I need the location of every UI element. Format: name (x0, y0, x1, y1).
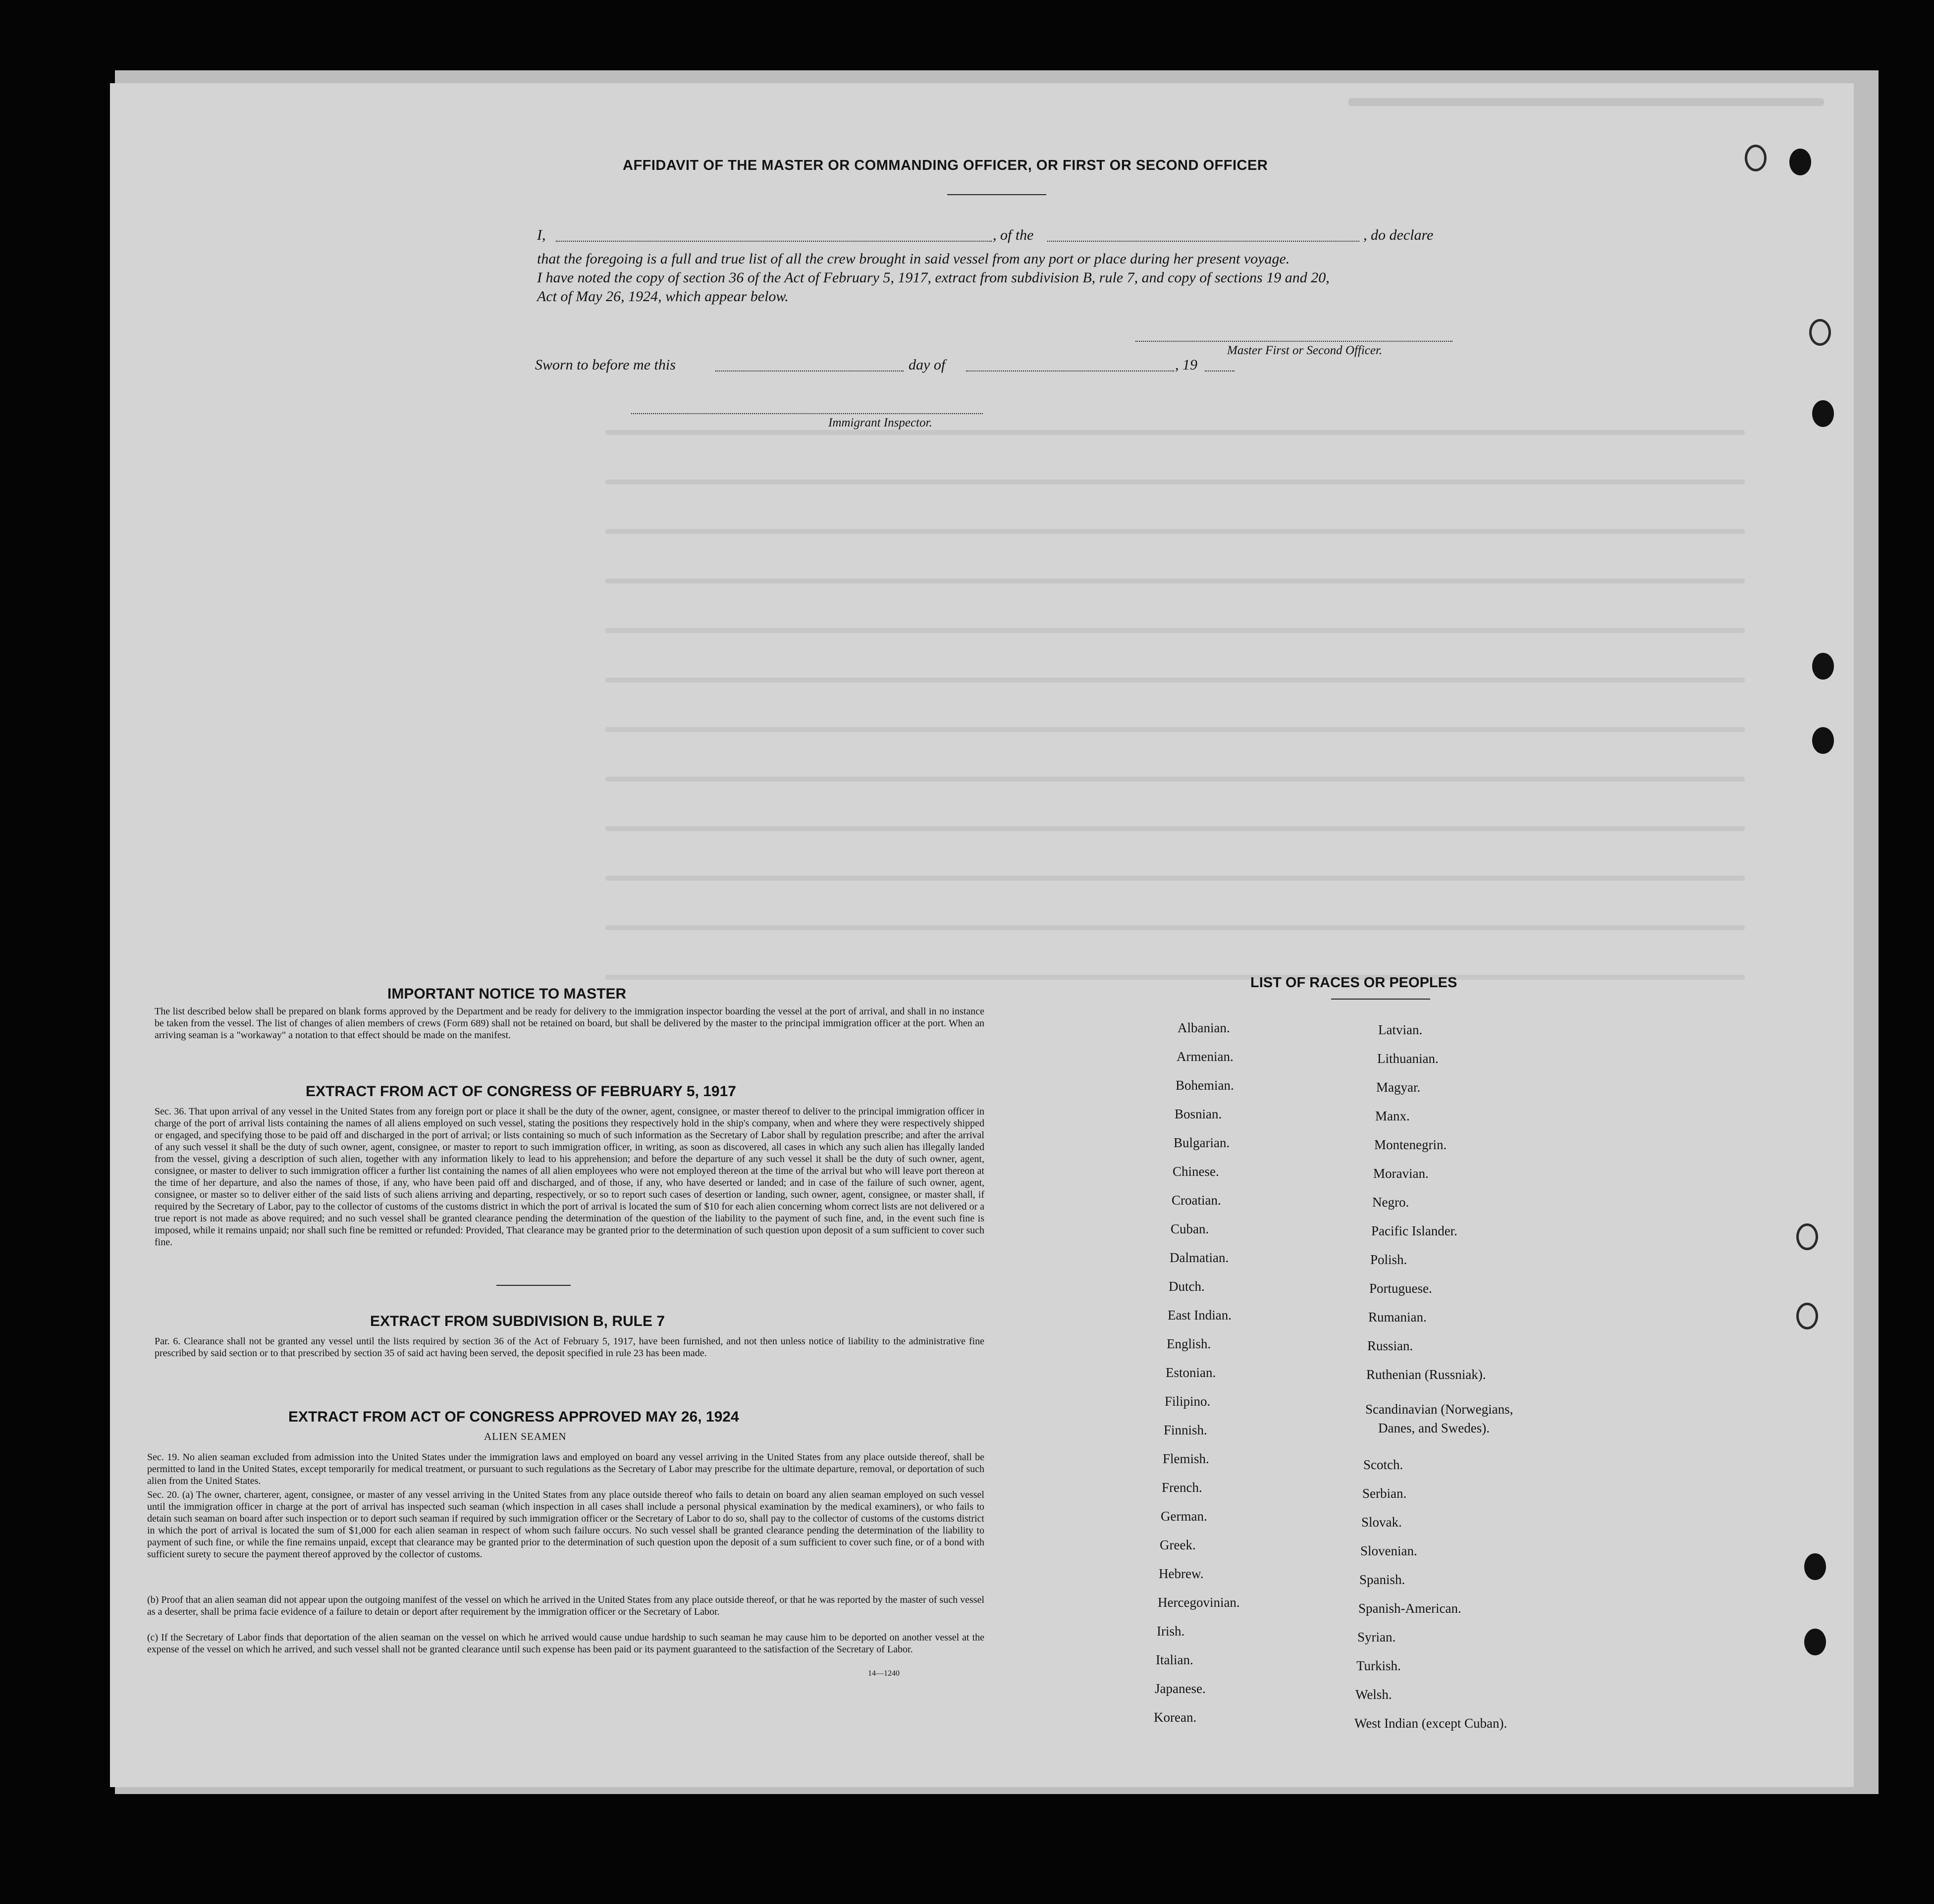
sworn-day-of: day of (909, 357, 946, 373)
race-left: Croatian. (1172, 1193, 1221, 1208)
bleed-row (605, 579, 1745, 583)
race-right: Moravian. (1373, 1166, 1429, 1181)
sec19-text: Sec. 19. No alien seaman excluded from admission into the United States under the immigration laws and employed on board any vessel arriving in the United States from any place outside thereof, shall be permitted to land in the United States, except temporarily for medical treatment, or pursuant to such regulations as the Secretary of Labor may prescribe for the ultimate departure, removal, or deportation of such alien from the United States. (147, 1452, 984, 1486)
race-right: West Indian (except Cuban). (1354, 1716, 1507, 1731)
binder-hole (1812, 727, 1834, 754)
bleed-row (605, 479, 1745, 484)
section-divider (496, 1285, 571, 1286)
extract-1917-text: Sec. 36. That upon arrival of any vessel in the United States from any foreign port or place it shall be the duty of the owner, agent, consignee, or master thereof to deliver to the principal immigration officer in charge of the port of arrival lists containing the names of all aliens employed on such vessel, stating the positions they respectively hold in the ship's company, when and where they were respectively shipped or engaged, and specifying those to be paid off and discharged in the port of arrival; or lists containing so much of such information as the Secretary of Labor shall by regulation prescribe; and after the arrival of any such vessel it shall be the duty of such owner, agent, consignee, or master to report to such immigration officer, in writing, as soon as discovered, all cases in which any such alien has illegally landed from the vessel, giving a description of such alien, together with any information likely to lead to his apprehension; and before the departure of any such vessel it shall be the duty of such owner, agent, consignee, or master to deliver to such immigration officer a further list containing the names of all alien employees who were not employed thereon at the time of the arrival but who will leave port thereon at the time of her departure, and also the names of those, if any, who have been paid off and discharged, and of those, if any, who have deserted or landed; and in case of the failure of such owner, agent, consignee, or master so to deliver either of the said lists of such aliens arriving and departing, respectively, or so to report such cases of desertion or landing, such owner, agent, consignee, or master shall, if required by the Secretary of Labor, pay to the collector of customs of the customs district in which the port of arrival is located the sum of $10 for each alien concerning whom correct lists are not delivered or a true report is not made as above required; and no such vessel shall be granted clearance pending the determination of the question of the liability to the payment of such fine, and, in the event such fine is imposed, while it remains unpaid; nor shall such fine be remitted or refunded: Provided, That clearance may be granted prior to the determination of such question upon deposit of a sum sufficient to cover such fine. (155, 1106, 984, 1248)
name-blank[interactable] (556, 241, 992, 242)
affidavit-body-line: I have noted the copy of section 36 of the Act of February 5, 1917, extract from subdivision B, rule 7, and copy of sections 19 and 20, (537, 269, 1330, 286)
race-left: Korean. (1154, 1710, 1197, 1725)
race-right: Negro. (1372, 1195, 1409, 1210)
binder-ring (1809, 319, 1831, 346)
race-left: Flemish. (1163, 1451, 1209, 1466)
document-page (110, 83, 1854, 1787)
sec20b-text: (b) Proof that an alien seaman did not appear upon the outgoing manifest of the vessel on which he arrived in the United States from any place outside thereof, or that he was reported by the master of such vessel as a deserter, shall be prima facie evidence of a failure to detain or deport after requirement by the immigration officer or the Secretary of Labor. (147, 1594, 984, 1617)
affidavit-of-the: , of the (993, 227, 1034, 243)
sec20c-text: (c) If the Secretary of Labor finds that deportation of the alien seaman on the vessel on which he arrived would cause undue hardship to such seaman he may cause him to be deported on another vessel at the expense of the vessel on which he arrived, and such vessel shall not be granted clearance until such expense has been paid or its payment guaranteed to the satisfaction of the Secretary of Labor. (147, 1632, 984, 1655)
affidavit-title: AFFIDAVIT OF THE MASTER OR COMMANDING OFFICER, OR FIRST OR SECOND OFFICER (623, 158, 1268, 173)
sworn-day-blank[interactable] (715, 370, 904, 371)
race-left: English. (1167, 1336, 1211, 1351)
rule7-text: Par. 6. Clearance shall not be granted any vessel until the lists required by section 36 of the Act of February 5, 1917, have been furnished, and not then unless notice of liability to the administrative fine prescribed by said section or to that prescribed by section 35 of said act having been served, the deposit specified in rule 23 has been made. (155, 1336, 984, 1359)
bleed-row (605, 925, 1745, 930)
race-right: Ruthenian (Russniak). (1366, 1367, 1486, 1382)
races-underline (1331, 999, 1430, 1000)
race-right: Scotch. (1363, 1457, 1403, 1472)
binder-ring (1796, 1303, 1818, 1329)
race-right: Spanish-American. (1358, 1601, 1461, 1616)
bleed-row (605, 777, 1745, 782)
race-right: Portuguese. (1369, 1281, 1432, 1296)
sworn-year-blank[interactable] (1205, 370, 1235, 371)
binder-hole (1812, 653, 1834, 680)
bleed-row (605, 876, 1745, 881)
sec20a-text: Sec. 20. (a) The owner, charterer, agent, consignee, or master of any vessel arriving in the United States from any place outside thereof who fails to detain on board any alien seaman employed on such vessel until the immigration officer in charge at the port of arrival has inspected such seaman (which inspection in all cases shall include a personal physical examination by the medical examiners), or who fails to detain such seaman on board after such inspection or to deport such seaman if required by such immigration officer or the Secretary of Labor to do so, shall pay to the collector of customs of the customs district in which the port of arrival is located the sum of $1,000 for each alien seaman in respect of whom such failure occurs. No such vessel shall be granted clearance pending the determination of the liability to payment of such fine, or while the fine remains unpaid, except that clearance may be granted prior to the determination of such question upon the deposit of a sum sufficient to cover such fine, or of a bond with sufficient surety to secure the payment thereof approved by the collector of customs. (147, 1489, 984, 1560)
notice-title: IMPORTANT NOTICE TO MASTER (387, 986, 627, 1002)
notice-text: The list described below shall be prepared on blank forms approved by the Department and be ready for delivery to the immigration inspector boarding the vessel at the port of arrival, and shall in no instance be taken from the vessel. The list of changes of alien members of crews (Form 689) shall not be retained on board, but shall be delivered by the master to the principal immigration officer at the port. When an arriving seaman is a "workaway" a notation to that effect should be made on the manifest. (155, 1006, 984, 1041)
race-right: Magyar. (1376, 1080, 1421, 1095)
race-right: Syrian. (1357, 1630, 1396, 1644)
binder-hole (1804, 1629, 1826, 1655)
inspector-label: Immigrant Inspector. (828, 416, 932, 429)
race-left: Bosnian. (1175, 1107, 1222, 1121)
title-underline (947, 194, 1046, 195)
race-right: Polish. (1370, 1252, 1407, 1267)
race-right: Pacific Islander. (1371, 1223, 1457, 1238)
race-right: Spanish. (1359, 1572, 1405, 1587)
bleed-row (605, 430, 1745, 435)
sworn-month-blank[interactable] (966, 370, 1174, 371)
rule7-title: EXTRACT FROM SUBDIVISION B, RULE 7 (370, 1313, 665, 1329)
race-right: Lithuanian. (1377, 1051, 1439, 1066)
binder-hole (1804, 1553, 1826, 1580)
vessel-blank[interactable] (1047, 241, 1359, 242)
race-right: Serbian. (1362, 1486, 1407, 1501)
alien-seamen-subtitle: ALIEN SEAMEN (484, 1430, 567, 1442)
affidavit-i: I, (537, 227, 546, 243)
race-left: Dalmatian. (1170, 1250, 1229, 1265)
bleed-through-header (1348, 98, 1824, 106)
race-right: Latvian. (1378, 1022, 1423, 1037)
race-left: Filipino. (1165, 1394, 1211, 1409)
bleed-row (605, 727, 1745, 732)
race-right: Rumanian. (1368, 1310, 1427, 1324)
affidavit-body-line: that the foregoing is a full and true list of all the crew brought in said vessel from any port or place during her present voyage. (537, 251, 1290, 267)
signature-label: Master First or Second Officer. (1227, 344, 1383, 357)
race-left: Finnish. (1164, 1423, 1207, 1437)
race-left: Armenian. (1177, 1049, 1234, 1064)
race-left: Hebrew. (1159, 1566, 1204, 1581)
race-left: Irish. (1157, 1624, 1185, 1639)
race-left: Chinese. (1173, 1164, 1219, 1179)
race-right: Manx. (1375, 1109, 1410, 1123)
binder-hole (1812, 400, 1834, 427)
race-left: Dutch. (1169, 1279, 1205, 1294)
affidavit-declare: , do declare (1363, 227, 1434, 243)
signature-line[interactable] (1135, 341, 1452, 342)
race-right: Montenegrin. (1374, 1137, 1447, 1152)
race-right: Scandinavian (Norwegians, (1365, 1402, 1513, 1417)
race-right: Slovak. (1361, 1515, 1402, 1530)
race-left: East Indian. (1168, 1308, 1232, 1322)
bleed-row (605, 628, 1745, 633)
race-left: Italian. (1156, 1652, 1193, 1667)
bleed-row (605, 975, 1745, 980)
sworn-text: Sworn to before me this (535, 357, 676, 373)
race-left: Greek. (1160, 1537, 1196, 1552)
extract-1924-title: EXTRACT FROM ACT OF CONGRESS APPROVED MAY 26, 1924 (288, 1409, 739, 1425)
bleed-row (605, 529, 1745, 534)
binder-ring (1796, 1223, 1818, 1250)
race-left: Hercegovinian. (1158, 1595, 1240, 1610)
race-left: Bulgarian. (1174, 1135, 1230, 1150)
race-left: Cuban. (1171, 1221, 1209, 1236)
race-right: Welsh. (1355, 1687, 1392, 1702)
extract-1917-title: EXTRACT FROM ACT OF CONGRESS OF FEBRUARY 5, 1917 (306, 1083, 736, 1100)
race-left: Estonian. (1166, 1365, 1216, 1380)
sworn-year: , 19 (1175, 357, 1197, 373)
binder-ring (1745, 145, 1767, 171)
race-left: Japanese. (1155, 1681, 1206, 1696)
bleed-row (605, 826, 1745, 831)
binder-hole (1789, 149, 1811, 175)
race-right: Slovenian. (1360, 1543, 1417, 1558)
form-number: 14—1240 (868, 1669, 900, 1678)
race-right: Turkish. (1356, 1658, 1401, 1673)
race-left: German. (1161, 1509, 1207, 1524)
race-left: Bohemian. (1176, 1078, 1234, 1093)
race-right: Danes, and Swedes). (1378, 1421, 1490, 1435)
inspector-line[interactable] (631, 413, 983, 414)
race-right: Russian. (1367, 1338, 1413, 1353)
races-title: LIST OF RACES OR PEOPLES (1250, 975, 1457, 991)
affidavit-body-line: Act of May 26, 1924, which appear below. (537, 288, 789, 305)
race-left: Albanian. (1178, 1020, 1230, 1035)
bleed-row (605, 678, 1745, 683)
race-left: French. (1162, 1480, 1202, 1495)
